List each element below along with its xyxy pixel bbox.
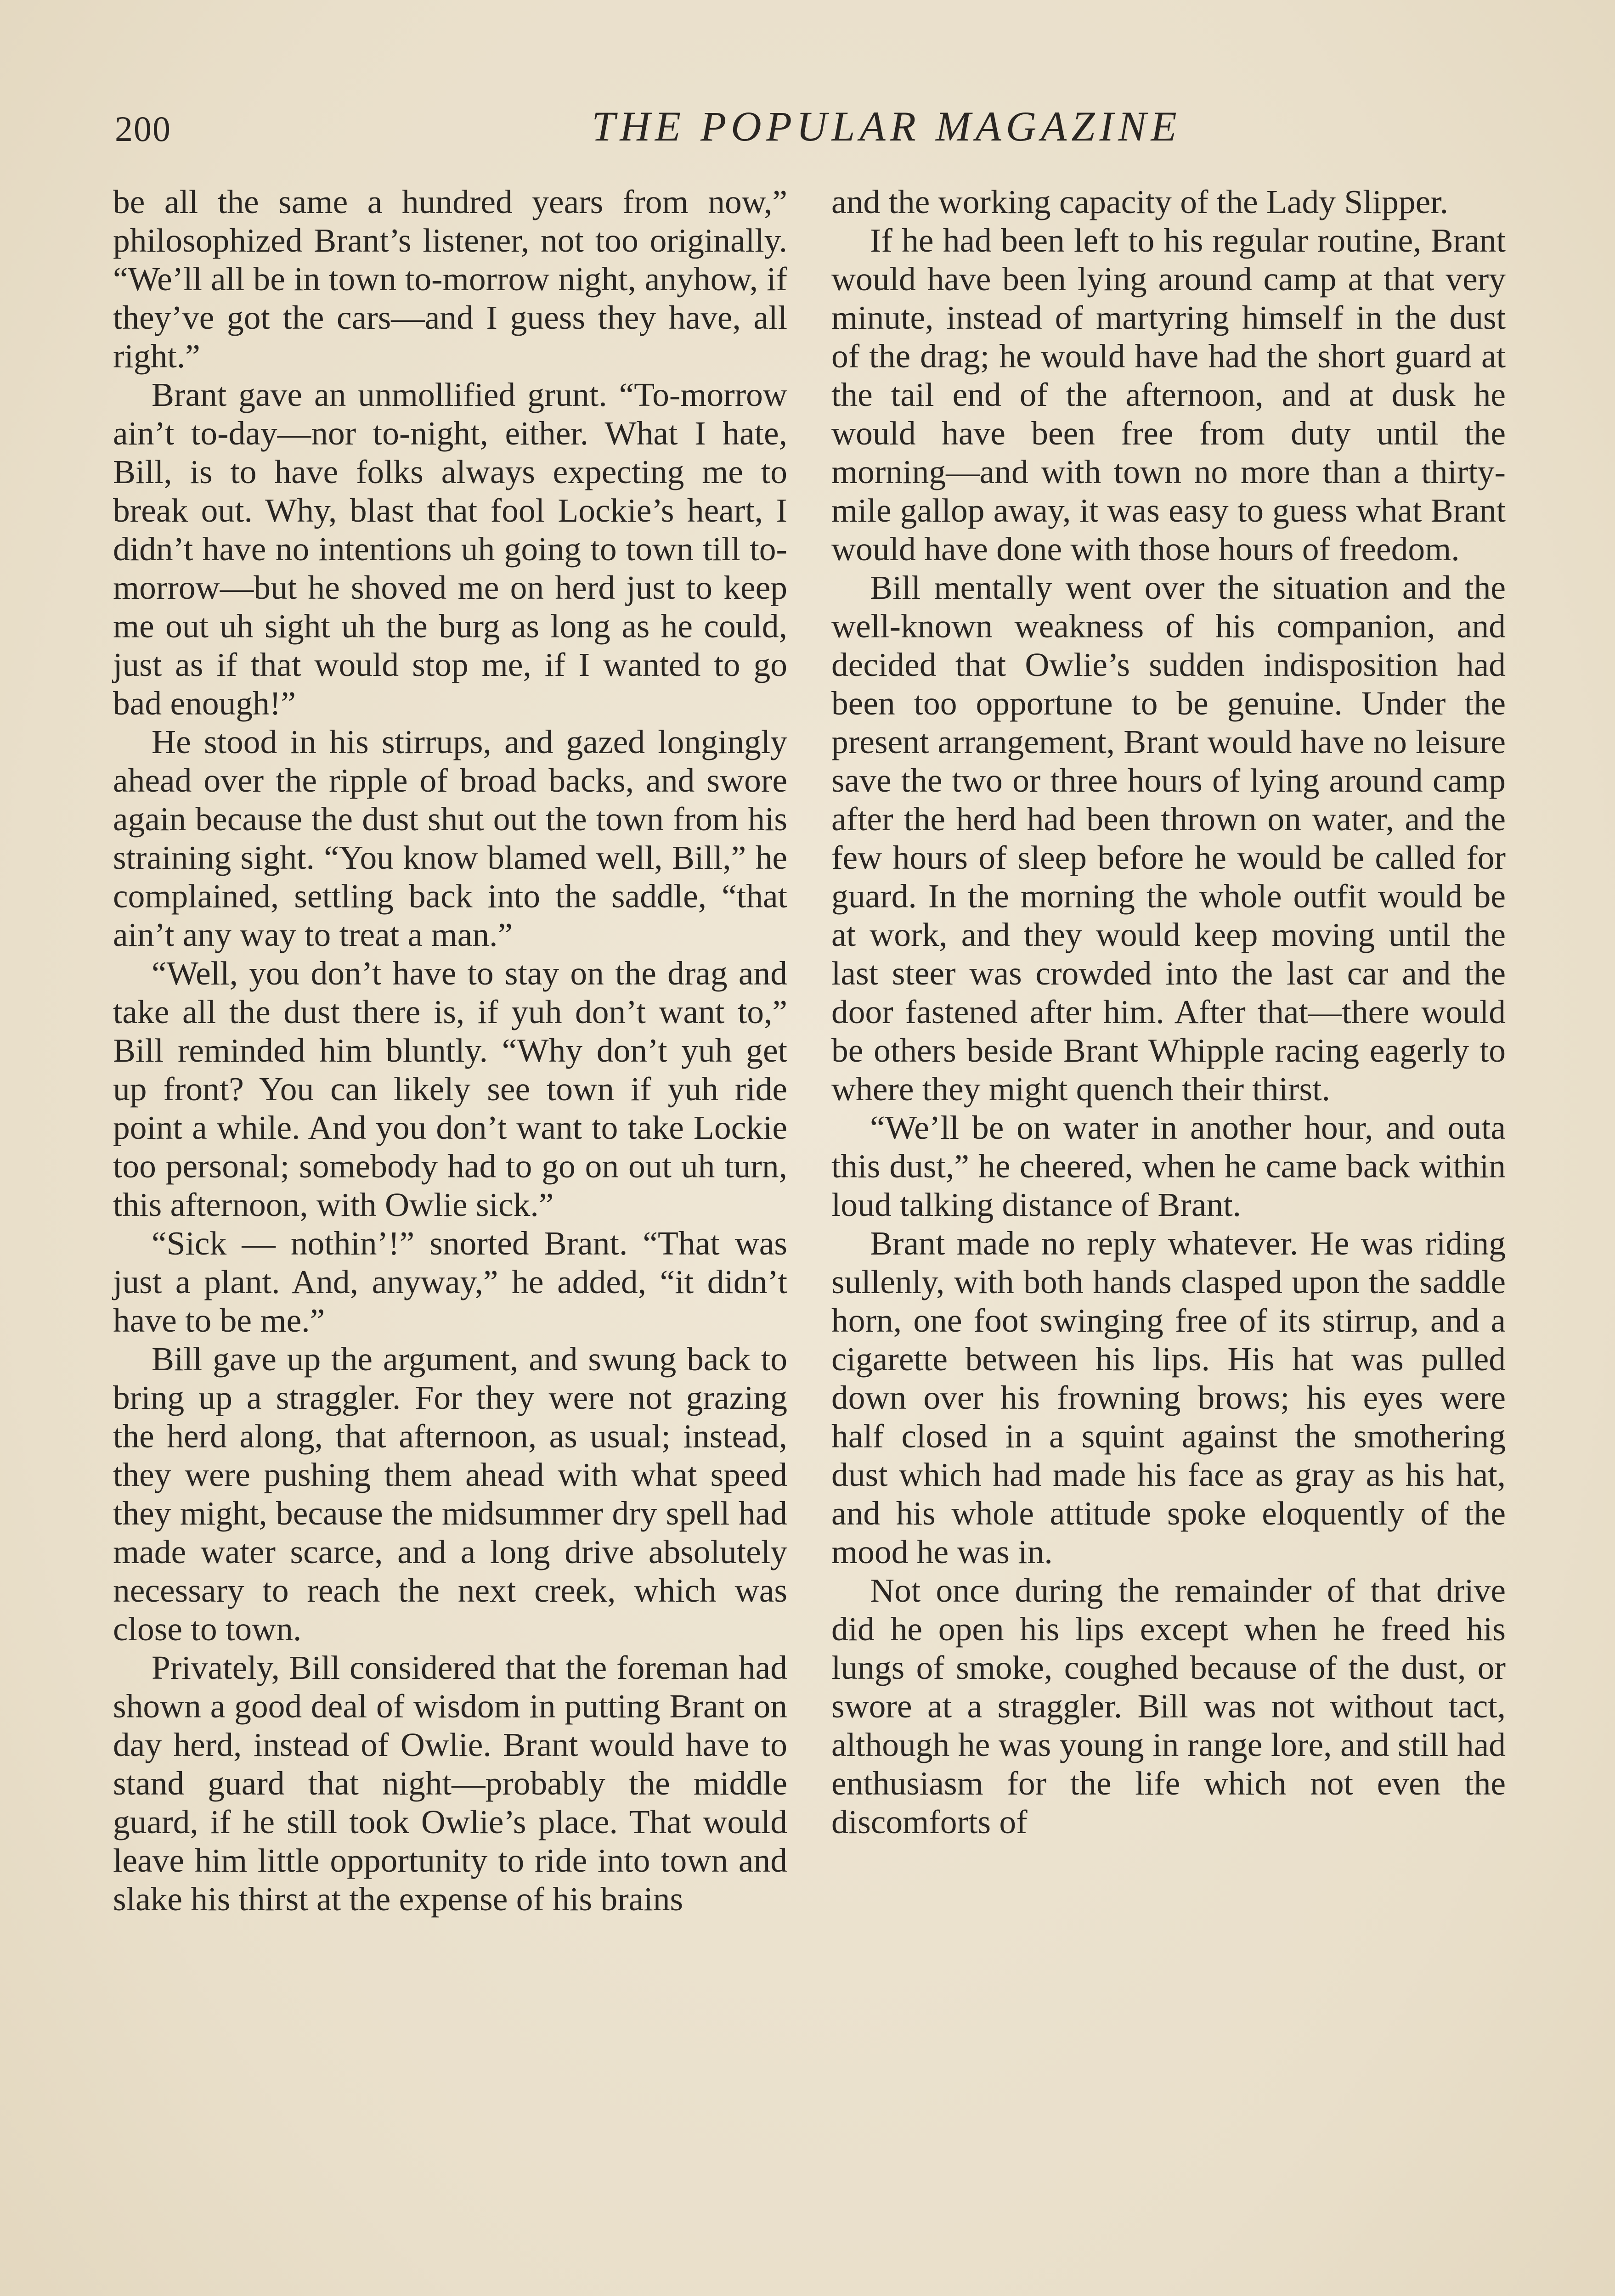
paragraph: Not once during the remainder of that drive did he open his lips except when he freed his lungs of smoke, coughed because of the dust, or swore at a straggler. Bill was not without tact, although he was young in range lore, and still had enthusiasm for the life which not even the discomforts of: [831, 1572, 1506, 1840]
paragraph: be all the same a hundred years from now,” philosophized Brant’s listener, not too originally. “We’ll all be in town to-morrow night, anyhow, if they’ve got the cars—and I guess they have, all right.”: [113, 183, 787, 375]
paragraph: Bill gave up the argument, and swung back to bring up a straggler. For they were not grazing the herd along, that afternoon, as usual; instead, they were pushing them ahead with what speed they might, because the midsummer dry spell had made water scarce, and a long drive absolutely necessary to reach the next creek, which was close to town.: [113, 1340, 787, 1648]
page-number: 200: [115, 109, 171, 149]
paragraph: and the working capacity of the Lady Slipper.: [831, 183, 1449, 220]
paragraph: “We’ll be on water in another hour, and outa this dust,” he cheered, when he came back within loud talking distance of Brant.: [831, 1109, 1506, 1223]
paragraph: Brant gave an unmollified grunt. “To-morrow ain’t to-day—nor to-night, either. What I hate, Bill, is to have folks always expecting me to break out. Why, blast that fool Lockie’s heart, I didn’t have no intentions uh going to town till to-morrow—but he shoved me on herd just to keep me out uh sight uh the burg as long as he could, just as if that would stop me, if I wanted to go bad enough!”: [113, 376, 787, 722]
page-header: [115, 102, 1507, 152]
paragraph: Bill mentally went over the situation and the well-known weakness of his companion, and decided that Owlie’s sudden indisposition had been too opportune to be genuine. Under the present arrangement, Brant would have no leisure save the two or three hours of lying around camp after the herd had been thrown on water, and the few hours of sleep before he would be called for guard. In the morning the whole outfit would be at work, and they would keep moving until the last steer was crowded into the last car and the door fastened after him. After that—there would be others beside Brant Whipple racing eagerly to where they might quench their thirst.: [831, 569, 1506, 1108]
running-title: THE POPULAR MAGAZINE: [592, 103, 1181, 150]
paragraph: Brant made no reply whatever. He was riding sullenly, with both hands clasped upon the saddle horn, one foot swinging free of its stirrup, and a cigarette between his lips. His hat was pulled down over his frowning brows; his eyes were half closed in a squint against the smothering dust which had made his face as gray as his hat, and his whole attitude spoke eloquently of the mood he was in.: [831, 1225, 1506, 1570]
right-column: [831, 183, 1506, 2296]
left-column: [113, 183, 787, 2296]
paragraph: “Sick — nothin’!” snorted Brant. “That was just a plant. And, anyway,” he added, “it didn’t have to be me.”: [113, 1225, 787, 1339]
paragraph: Privately, Bill considered that the foreman had shown a good deal of wisdom in putting Brant on day herd, instead of Owlie. Brant would have to stand guard that night—probably the middle guard, if he still took Owlie’s place. That would leave him little opportunity to ride into town and slake his thirst at the expense of his brains: [113, 1649, 787, 1918]
paragraph: He stood in his stirrups, and gazed longingly ahead over the ripple of broad backs, and swore again because the dust shut out the town from his straining sight. “You know blamed well, Bill,” he complained, settling back into the saddle, “that ain’t any way to treat a man.”: [113, 723, 787, 953]
paragraph: If he had been left to his regular routine, Brant would have been lying around camp at that very minute, instead of martyring himself in the dust of the drag; he would have had the short guard at the tail end of the afternoon, and at dusk he would have been free from duty until the morning—and with town no more than a thirty-mile gallop away, it was easy to guess what Brant would have done with those hours of freedom.: [831, 222, 1506, 568]
paragraph: “Well, you don’t have to stay on the drag and take all the dust there is, if yuh don’t want to,” Bill reminded him bluntly. “Why don’t yuh get up front? You can likely see town if yuh ride point a while. And you don’t want to take Lockie too personal; somebody had to go on out uh turn, this afternoon, with Owlie sick.”: [113, 955, 787, 1223]
